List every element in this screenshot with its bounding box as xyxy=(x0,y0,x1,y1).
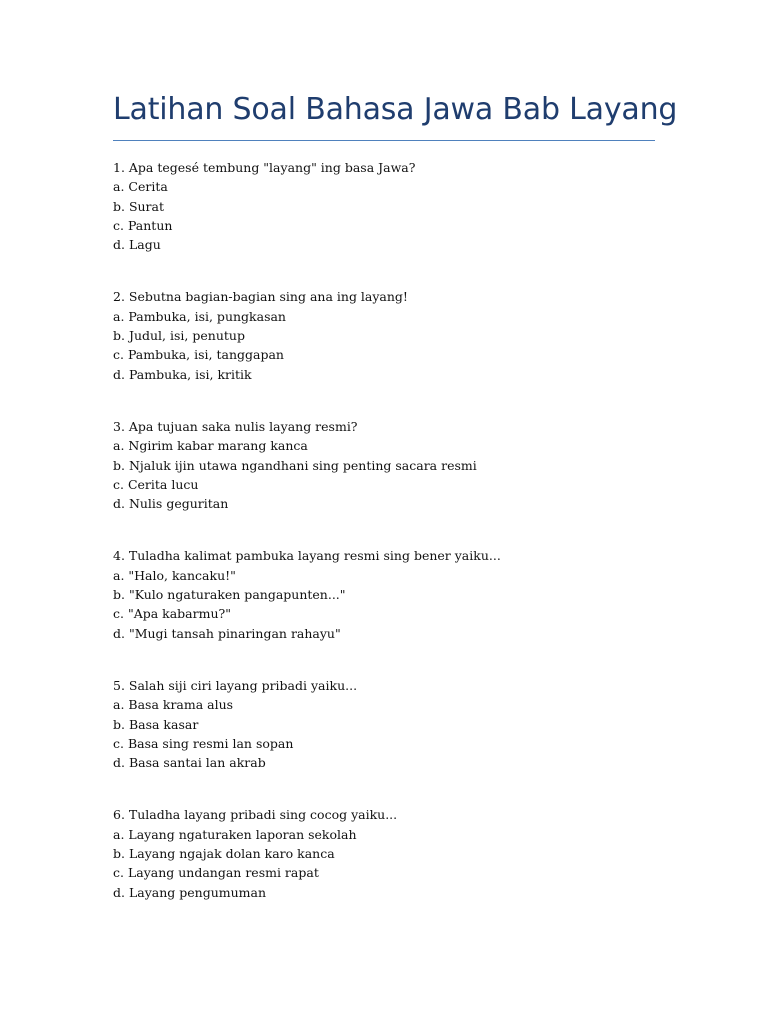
option-b: b. Surat xyxy=(113,198,165,214)
option-a: a. "Halo, kancaku!" xyxy=(113,567,236,583)
option-c: c. Pantun xyxy=(113,217,173,233)
option-d: d. Layang pengumuman xyxy=(113,884,267,900)
option-b: b. Judul, isi, penutup xyxy=(113,328,245,344)
option-d: d. Basa santai lan akrab xyxy=(113,755,266,771)
question-1 xyxy=(113,158,673,254)
option-a: a. Layang ngaturaken laporan sekolah xyxy=(113,826,357,842)
question-text: 4. Tuladha kalimat pambuka layang resmi sing bener yaiku... xyxy=(113,548,501,564)
option-d: d. Nulis geguritan xyxy=(113,496,229,512)
option-b: b. Njaluk ijin utawa ngandhani sing penting sacara resmi xyxy=(113,457,477,473)
option-d: d. Pambuka, isi, kritik xyxy=(113,366,252,382)
question-text: 2. Sebutna bagian-bagian sing ana ing layang! xyxy=(113,289,408,305)
option-a: a. Cerita xyxy=(113,179,168,195)
option-a: a. Pambuka, isi, pungkasan xyxy=(113,308,286,324)
title-underline xyxy=(113,140,655,141)
question-4 xyxy=(113,546,673,642)
question-text: 3. Apa tujuan saka nulis layang resmi? xyxy=(113,418,358,434)
question-5 xyxy=(113,676,673,772)
question-list xyxy=(113,158,673,935)
option-a: a. Ngirim kabar marang kanca xyxy=(113,438,308,454)
question-2 xyxy=(113,287,673,383)
question-6 xyxy=(113,805,673,901)
question-text: 5. Salah siji ciri layang pribadi yaiku... xyxy=(113,677,358,693)
question-text: 1. Apa tegesé tembung "layang" ing basa Jawa? xyxy=(113,160,416,175)
option-d: d. "Mugi tansah pinaringan rahayu" xyxy=(113,625,341,641)
option-b: b. Basa kasar xyxy=(113,716,199,732)
option-c: c. Layang undangan resmi rapat xyxy=(113,865,319,881)
option-a: a. Basa krama alus xyxy=(113,697,234,713)
option-b: b. "Kulo ngaturaken pangapunten..." xyxy=(113,587,346,603)
option-d: d. Lagu xyxy=(113,237,161,253)
option-c: c. "Apa kabarmu?" xyxy=(113,606,231,622)
option-c: c. Cerita lucu xyxy=(113,476,199,492)
question-text: 6. Tuladha layang pribadi sing cocog yaiku... xyxy=(113,807,398,823)
option-b: b. Layang ngajak dolan karo kanca xyxy=(113,846,335,862)
option-c: c. Pambuka, isi, tanggapan xyxy=(113,347,284,363)
option-c: c. Basa sing resmi lan sopan xyxy=(113,735,294,751)
question-3 xyxy=(113,417,673,513)
document-title: Latihan Soal Bahasa Jawa Bab Layang xyxy=(113,92,678,127)
